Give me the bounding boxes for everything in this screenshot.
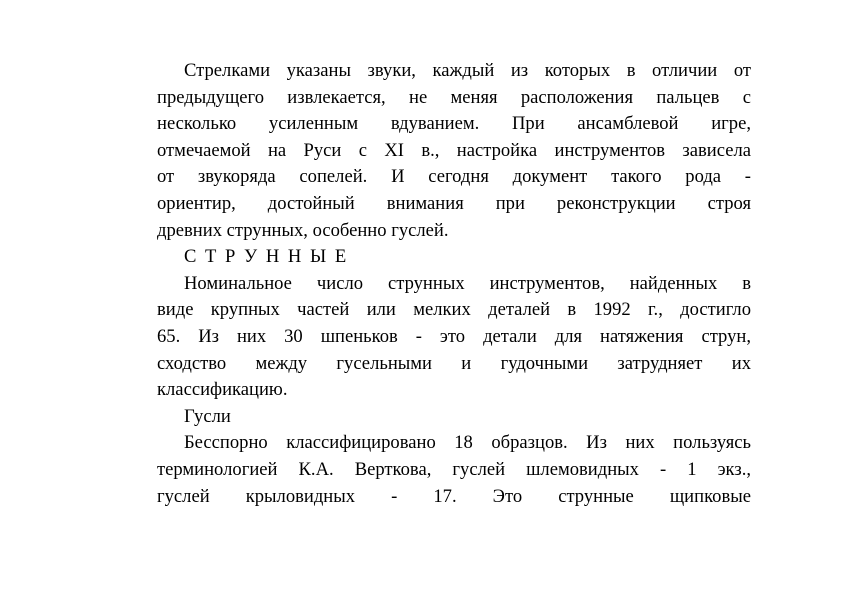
document-body: [157, 58, 751, 510]
text-line: классификацию.: [157, 379, 288, 401]
text-line: от звукоряда сопелей. И сегодня документ такого рода -: [157, 166, 751, 188]
text-line: терминологией К.А. Верткова, гуслей шлемовидных - 1 экз.,: [157, 458, 751, 480]
text-line: предыдущего извлекается, не меняя расположения пальцев с: [157, 86, 751, 108]
section-heading-strings: С Т Р У Н Н Ы Е: [184, 246, 349, 268]
section-heading-gusli: Гусли: [184, 405, 231, 427]
text-line: виде крупных частей или мелких деталей в 1992 г., достигло: [157, 299, 751, 321]
text-line: сходство между гусельными и гудочными затрудняет их: [157, 352, 751, 374]
text-line: Бесспорно классифицировано 18 образцов. Из них пользуясь: [184, 432, 751, 454]
paragraph-1: [157, 58, 751, 244]
text-line: отмечаемой на Руси с XI в., настройка инструментов зависела: [157, 139, 751, 161]
text-line: Стрелками указаны звуки, каждый из которых в отличии от: [184, 60, 751, 81]
text-line: гуслей крыловидных - 17. Это струнные щипковые: [157, 485, 751, 507]
text-line: ориентир, достойный внимания при реконструкции строя: [157, 192, 751, 214]
paragraph-3: [157, 430, 751, 510]
text-line: 65. Из них 30 шпеньков - это детали для натяжения струн,: [157, 325, 751, 347]
paragraph-2: [157, 271, 751, 404]
text-line: древних струнных, особенно гуслей.: [157, 219, 449, 241]
text-line: несколько усиленным вдуванием. При ансамблевой игре,: [157, 113, 751, 135]
text-line: Номинальное число струнных инструментов, найденных в: [184, 272, 751, 294]
